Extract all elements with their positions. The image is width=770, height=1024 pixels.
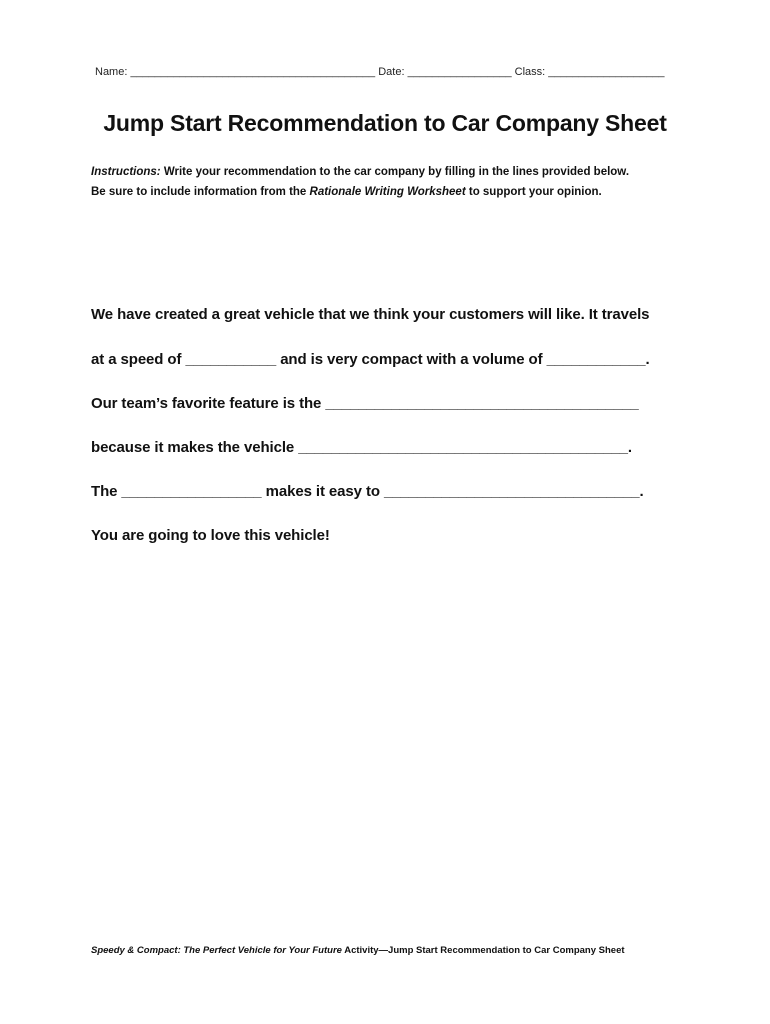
instructions-label: Instructions: — [91, 166, 161, 178]
instructions-text-2-post: to support your opinion. — [465, 186, 602, 198]
paragraph-line-3[interactable] — [91, 395, 711, 412]
paragraph-line-2-text: at a speed of ___________ and is very compact with a volume of ____________. — [91, 351, 650, 368]
paragraph-line-1 — [91, 306, 711, 323]
instructions-text-2-pre: Be sure to include information from the — [91, 186, 310, 198]
class-label: Class: — [514, 66, 546, 78]
instructions-text-1: Write your recommendation to the car company by filling in the lines provided below. — [160, 166, 630, 178]
class-blank[interactable]: ___________________ — [545, 66, 665, 78]
instructions-worksheet-title: Rationale Writing Worksheet — [309, 186, 466, 198]
instructions-line-2 — [91, 182, 711, 202]
date-label: Date: — [378, 66, 405, 78]
paragraph-line-2[interactable] — [91, 351, 711, 368]
paragraph-line-3-text: Our team’s favorite feature is the ______________________________________ — [91, 395, 639, 412]
header-fields — [95, 66, 695, 78]
paragraph-line-5[interactable] — [91, 483, 711, 500]
name-label: Name: — [95, 66, 128, 78]
name-blank[interactable]: ________________________________________ — [127, 66, 379, 78]
instructions-line-1 — [91, 162, 711, 182]
footer-activity-title: Speedy & Compact: The Perfect Vehicle for Your Future — [91, 945, 342, 956]
footer-sheet-name: Activity—Jump Start Recommendation to Car Company Sheet — [341, 945, 625, 956]
paragraph-line-5-text: The _________________ makes it easy to _______________________________. — [91, 483, 644, 500]
page-footer — [91, 945, 711, 956]
page-title: Jump Start Recommendation to Car Company Sheet — [103, 110, 667, 136]
date-blank[interactable]: _________________ — [404, 66, 515, 78]
paragraph-line-1-text: We have created a great vehicle that we think your customers will like. It travels — [91, 306, 650, 323]
paragraph-line-6 — [91, 527, 711, 544]
paragraph-line-6-text: You are going to love this vehicle! — [91, 527, 330, 544]
paragraph-line-4[interactable] — [91, 439, 711, 456]
instructions-block — [91, 162, 711, 202]
paragraph-line-4-text: because it makes the vehicle ________________________________________. — [91, 439, 632, 456]
